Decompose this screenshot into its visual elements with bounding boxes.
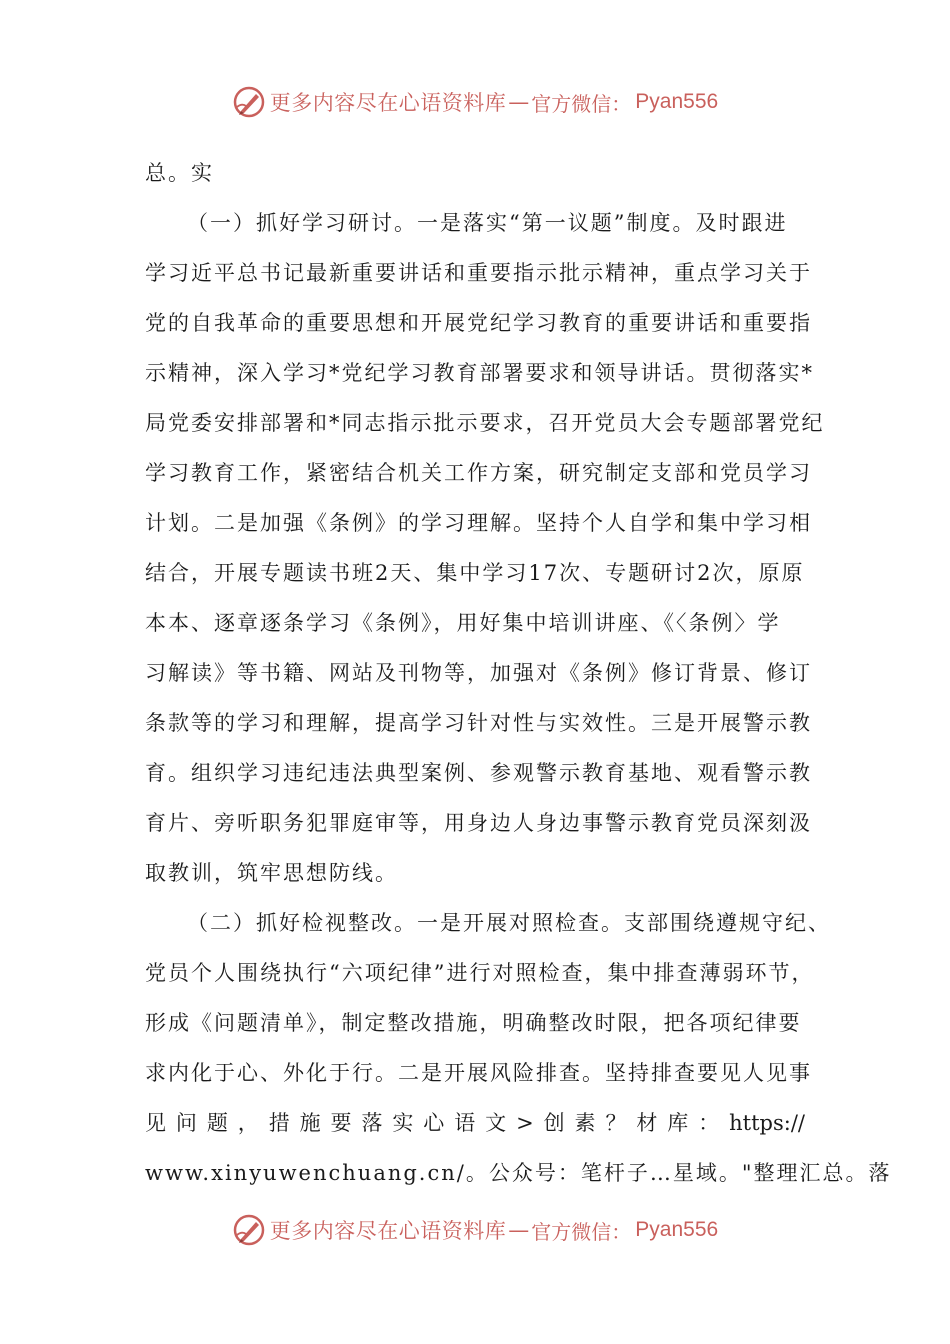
banner-brand-text: 更多内容尽在心语资料库 <box>269 91 507 115</box>
text-line: 党的自我革命的重要思想和开展党纪学习教育的重要讲话和重要指 <box>145 311 812 335</box>
text-line: 育。组织学习违纪违法典型案例、参观警示教育基地、观看警示教 <box>145 761 812 785</box>
banner-wechat-label: 官方微信： <box>531 1219 632 1244</box>
footer-banner <box>0 1208 950 1252</box>
text-line: 学习近平总书记最新重要讲话和重要指示批示精神，重点学习关于 <box>145 261 812 285</box>
pen-logo-icon <box>232 1213 266 1247</box>
banner-separator: — <box>508 1218 530 1242</box>
text-line: 总。实 <box>145 161 214 185</box>
pen-logo-icon <box>232 85 266 119</box>
text-line: 取教训，筑牢思想防线。 <box>145 861 398 885</box>
document-body <box>145 148 892 1198</box>
text-line: 局党委安排部署和*同志指示批示要求，召开党员大会专题部署党纪 <box>145 411 825 435</box>
banner-wechat-id: Pyan556 <box>635 90 719 113</box>
header-banner <box>0 80 950 124</box>
text-line: 求内化于心、外化于行。二是开展风险排查。坚持排查要见人见事 <box>145 1061 812 1085</box>
text-line: 形成《问题清单》，制定整改措施，明确整改时限，把各项纪律要 <box>145 1011 802 1035</box>
banner-brand-text: 更多内容尽在心语资料库 <box>269 1219 507 1243</box>
text-line: 育片、旁听职务犯罪庭审等，用身边人身边事警示教育党员深刻汲 <box>145 811 812 835</box>
text-line: 计划。二是加强《条例》的学习理解。坚持个人自学和集中学习相 <box>145 511 812 535</box>
text-line: 本本、逐章逐条学习《条例》，用好集中培训讲座、《〈条例〉学 <box>145 611 781 635</box>
text-line: 结合，开展专题读书班2天、集中学习17次、专题研讨2次，原原 <box>145 561 805 585</box>
text-line: 示精神，深入学习*党纪学习教育部署要求和领导讲话。贯彻落实* <box>145 361 814 385</box>
banner-wechat-label: 官方微信： <box>531 91 632 116</box>
text-line: 学习教育工作，紧密结合机关工作方案，研究制定支部和党员学习 <box>145 461 812 485</box>
text-line-url: www.xinyuwenchuang.cn/。公众号：笔杆子…星域。"整理汇总。落 <box>145 1161 892 1185</box>
text-line: 条款等的学习和理解，提高学习针对性与实效性。三是开展警示教 <box>145 711 812 735</box>
text-line: 习解读》等书籍、网站及刊物等，加强对《条例》修订背景、修订 <box>145 661 812 685</box>
paragraph-1-line: （一）抓好学习研讨。一是落实“第一议题”制度。及时跟进 <box>187 211 788 235</box>
text-line-url-start: 见问题，措施要落实心语文>创素？材库：https:// <box>145 1111 805 1135</box>
paragraph-2-line: （二）抓好检视整改。一是开展对照检查。支部围绕遵规守纪、 <box>187 911 831 935</box>
banner-wechat-id: Pyan556 <box>635 1218 719 1241</box>
text-line: 党员个人围绕执行“六项纪律”进行对照检查，集中排查薄弱环节， <box>145 961 815 985</box>
banner-separator: — <box>508 90 530 114</box>
